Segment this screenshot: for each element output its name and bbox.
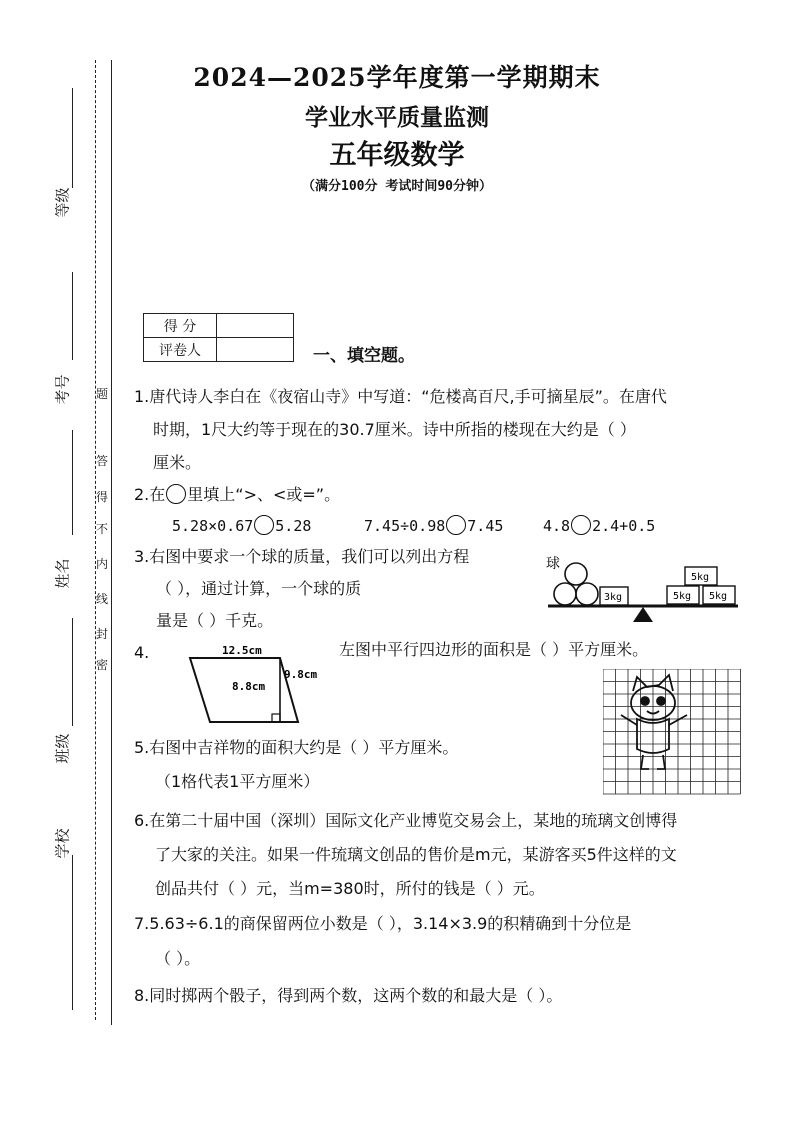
q5-line2: （1格代表1平方厘米） bbox=[155, 772, 320, 791]
q3-line2: （ ），通过计算，一个球的质 bbox=[156, 579, 362, 598]
q2-c2-left: 7.45÷0.98 bbox=[364, 517, 446, 535]
q6-line1: 6.在第二十届中国（深圳）国际文化产业博览交易会上，某地的琉璃文创博得 bbox=[134, 811, 678, 830]
section-title-fill-blank: 一、填空题。 bbox=[313, 346, 415, 366]
scale-fulcrum bbox=[633, 607, 653, 622]
weight-5kg-br-label: 5kg bbox=[709, 591, 728, 602]
q2-c2-right: 7.45 bbox=[467, 517, 504, 535]
q1-line1: 1.唐代诗人李白在《夜宿山寺》中写道：“危楼高百尺,手可摘星辰”。在唐代 bbox=[134, 387, 667, 406]
q2-c1-left: 5.28×0.67 bbox=[172, 517, 254, 535]
balance-scale-figure bbox=[543, 552, 743, 630]
compare-circle-1[interactable] bbox=[254, 515, 274, 535]
label-grade: 等级 bbox=[53, 187, 72, 218]
exam-title-subtitle: 学业水平质量监测 bbox=[305, 104, 489, 131]
q3-line3: 量是（ ）千克。 bbox=[156, 611, 274, 630]
ball-icon-top bbox=[565, 563, 587, 585]
compare-circle-2[interactable] bbox=[446, 515, 466, 535]
q1-line2: 时期，1尺大约等于现在的30.7厘米。诗中所指的楼现在大约是（ ） bbox=[153, 420, 636, 439]
underline-class bbox=[72, 618, 73, 726]
weight-5kg-bl-label: 5kg bbox=[673, 591, 692, 602]
q2-c3-left: 4.8 bbox=[543, 517, 571, 535]
q7-line2: （ ）。 bbox=[155, 949, 201, 968]
q2-prefix: 2.在 bbox=[134, 485, 166, 504]
seal-char-2: 封 bbox=[95, 627, 108, 641]
q6-line2: 了大家的关注。如果一件琉璃文创品的售价是m元，某游客买5件这样的文 bbox=[155, 845, 677, 864]
q2-line1 bbox=[134, 484, 340, 505]
underline-exam-number bbox=[72, 272, 73, 360]
q2-compare-2 bbox=[364, 515, 503, 536]
seal-char-6: 得 bbox=[95, 490, 108, 504]
exam-title-subject: 五年级数学 bbox=[329, 140, 465, 171]
underline-school bbox=[72, 855, 73, 1010]
score-field[interactable] bbox=[217, 314, 294, 338]
seal-char-1: 密 bbox=[95, 658, 108, 672]
binding-solid-line bbox=[111, 60, 112, 1025]
q3-line1: 3.右图中要求一个球的质量，我们可以列出方程 bbox=[134, 547, 470, 566]
grader-label: 评卷人 bbox=[144, 338, 217, 362]
exam-title-year: 2024—2025学年度第一学期期末 bbox=[193, 63, 601, 92]
q6-line3: 创品共付（ ）元，当m=380时，所付的钱是（ ）元。 bbox=[155, 879, 545, 898]
seal-char-7: 答 bbox=[95, 454, 108, 468]
seal-char-8: 题 bbox=[95, 387, 108, 401]
q2-c1-right: 5.28 bbox=[275, 517, 312, 535]
q7-line1: 7.5.63÷6.1的商保留两位小数是（ ），3.14×3.9的积精确到十分位是 bbox=[134, 914, 632, 933]
seal-char-3: 线 bbox=[95, 592, 108, 606]
circle-icon bbox=[166, 484, 186, 504]
underline-name bbox=[72, 430, 73, 535]
q4-number: 4. bbox=[134, 643, 150, 662]
mascot-grid-figure bbox=[603, 669, 743, 797]
q4-text: 左图中平行四边形的面积是（ ）平方厘米。 bbox=[339, 640, 649, 659]
base-label: 12.5cm bbox=[222, 644, 262, 657]
parallelogram-figure bbox=[180, 640, 330, 728]
score-label: 得 分 bbox=[144, 314, 217, 338]
score-box bbox=[143, 313, 294, 362]
label-exam-number: 考号 bbox=[53, 374, 72, 405]
q5-line1: 5.右图中吉祥物的面积大约是（ ）平方厘米。 bbox=[134, 738, 459, 757]
label-name: 姓名 bbox=[53, 558, 72, 589]
seal-char-4: 内 bbox=[95, 557, 108, 571]
exam-title-info: （满分100分 考试时间90分钟） bbox=[302, 179, 492, 194]
right-angle-mark bbox=[272, 714, 280, 722]
label-school: 学校 bbox=[53, 828, 72, 859]
ball-label: 球 bbox=[546, 556, 560, 572]
side-label: 9.8cm bbox=[284, 668, 318, 681]
seal-char-5: 不 bbox=[95, 522, 108, 536]
underline-grade bbox=[72, 88, 73, 188]
label-class: 班级 bbox=[53, 733, 72, 764]
mascot-icon bbox=[621, 675, 687, 769]
q2-compare-1 bbox=[172, 515, 311, 536]
ball-icon-right bbox=[576, 583, 598, 605]
binding-dashed-line bbox=[95, 60, 96, 1020]
height-label: 8.8cm bbox=[232, 680, 266, 693]
q2-suffix: 里填上“>、<或=”。 bbox=[187, 485, 341, 504]
q8-line1: 8.同时掷两个骰子，得到两个数，这两个数的和最大是（ ）。 bbox=[134, 986, 563, 1005]
weight-3kg-label: 3kg bbox=[604, 592, 623, 603]
q2-compare-3 bbox=[543, 515, 655, 536]
grader-field[interactable] bbox=[217, 338, 294, 362]
q2-c3-right: 2.4+0.5 bbox=[592, 517, 656, 535]
ball-icon-left bbox=[554, 583, 576, 605]
q1-line3: 厘米。 bbox=[153, 453, 202, 472]
compare-circle-3[interactable] bbox=[571, 515, 591, 535]
weight-5kg-top-label: 5kg bbox=[691, 572, 710, 583]
